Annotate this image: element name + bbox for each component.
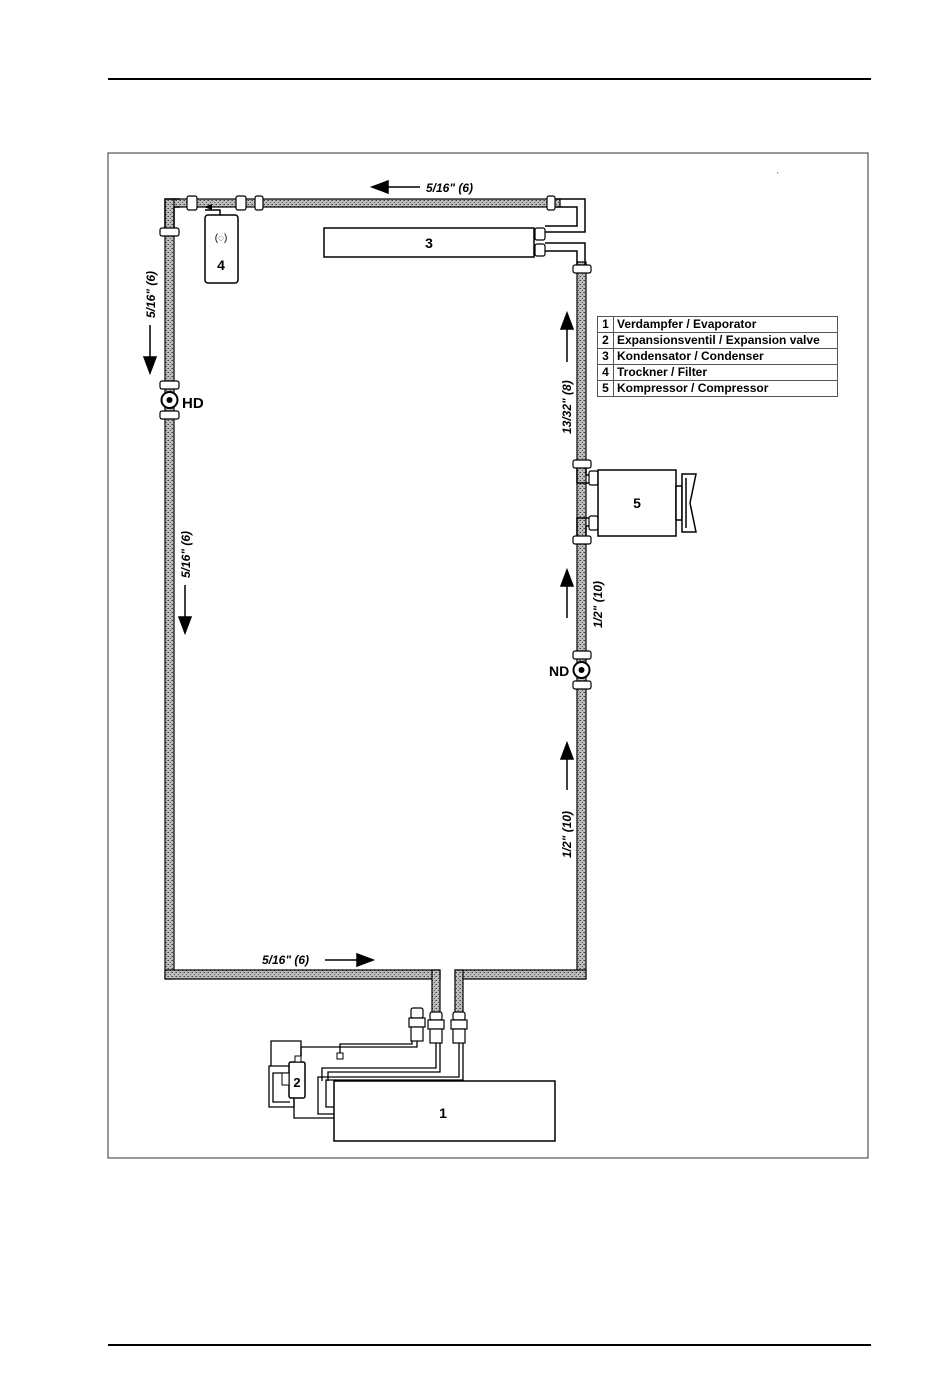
legend-number: 4	[598, 365, 614, 381]
legend-number: 2	[598, 333, 614, 349]
legend-row	[598, 317, 838, 333]
pipe-label-right-upper: 13/32" (8)	[560, 380, 574, 434]
pipe-right	[577, 262, 586, 979]
pipe-bottom-right-drop	[455, 970, 463, 1015]
diagram-frame	[108, 153, 868, 1158]
fitting	[547, 196, 555, 210]
fitting	[187, 196, 197, 210]
dryer-sight-glass-icon: (◌)	[214, 233, 228, 244]
legend-text: Kondensator / Condenser	[614, 349, 838, 365]
dryer-number: 4	[217, 257, 225, 273]
pipe-bottom-right	[455, 970, 586, 979]
legend-row	[598, 365, 838, 381]
legend-row	[598, 381, 838, 397]
evaporator-number: 1	[439, 1105, 447, 1121]
fitting	[160, 228, 179, 236]
expansion-valve-sensor	[337, 1053, 343, 1059]
stray-mark: '	[777, 171, 779, 180]
legend-text: Trockner / Filter	[614, 365, 838, 381]
compressor-number: 5	[633, 495, 641, 511]
hd-valve	[162, 392, 178, 408]
fitting	[255, 196, 263, 210]
condenser-number: 3	[425, 235, 433, 251]
pipes	[165, 199, 586, 1015]
pipe-bottom-left	[165, 970, 440, 979]
fitting	[535, 228, 545, 240]
arrow-head-up-icon	[561, 743, 573, 759]
arrow-head-left-icon	[372, 181, 388, 193]
pipe-label-top: 5/16" (6)	[426, 181, 474, 195]
fitting	[573, 536, 591, 544]
fitting	[535, 244, 545, 256]
legend-number: 1	[598, 317, 614, 333]
nd-valve-label: ND	[549, 663, 570, 679]
component-legend	[597, 316, 838, 397]
pipe-left	[165, 199, 174, 979]
arrow-head-right-icon	[357, 954, 373, 966]
fitting	[589, 471, 598, 485]
fitting	[573, 651, 591, 659]
fitting	[236, 196, 246, 210]
legend-text: Verdampfer / Evaporator	[614, 317, 838, 333]
legend-number: 5	[598, 381, 614, 397]
pipe-label-left-upper: 5/16" (6)	[144, 270, 158, 318]
expansion-valve-cap	[295, 1056, 301, 1062]
flow-arrows	[144, 181, 573, 966]
legend-text: Kompressor / Compressor	[614, 381, 838, 397]
legend-number: 3	[598, 349, 614, 365]
pipe-top	[170, 199, 560, 207]
fitting	[589, 516, 598, 530]
pipe-bottom-left-drop	[432, 970, 440, 1015]
pipe-label-right-lower: 1/2" (10)	[560, 810, 574, 858]
fitting	[573, 460, 591, 468]
pipe-label-right-middle: 1/2" (10)	[591, 580, 605, 628]
pipe-label-left-lower: 5/16" (6)	[179, 530, 193, 578]
evaporator-fittings	[409, 1008, 467, 1043]
legend-row	[598, 349, 838, 365]
pipe-label-bottom: 5/16" (6)	[262, 953, 310, 967]
arrow-head-down-icon	[144, 357, 156, 373]
fitting	[160, 411, 179, 419]
hd-valve-label: HD	[182, 395, 204, 412]
expansion-valve-number: 2	[293, 1075, 301, 1090]
compressor-pulley	[676, 474, 696, 532]
fitting	[160, 381, 179, 389]
legend-text: Expansionsventil / Expansion valve	[614, 333, 838, 349]
expansion-valve-port	[282, 1073, 289, 1085]
legend-row	[598, 333, 838, 349]
arrow-head-up-icon	[561, 570, 573, 586]
nd-valve	[574, 662, 590, 678]
fitting	[573, 681, 591, 689]
arrow-head-down-icon	[179, 617, 191, 633]
arrow-head-up-icon	[561, 313, 573, 329]
fitting	[573, 265, 591, 273]
